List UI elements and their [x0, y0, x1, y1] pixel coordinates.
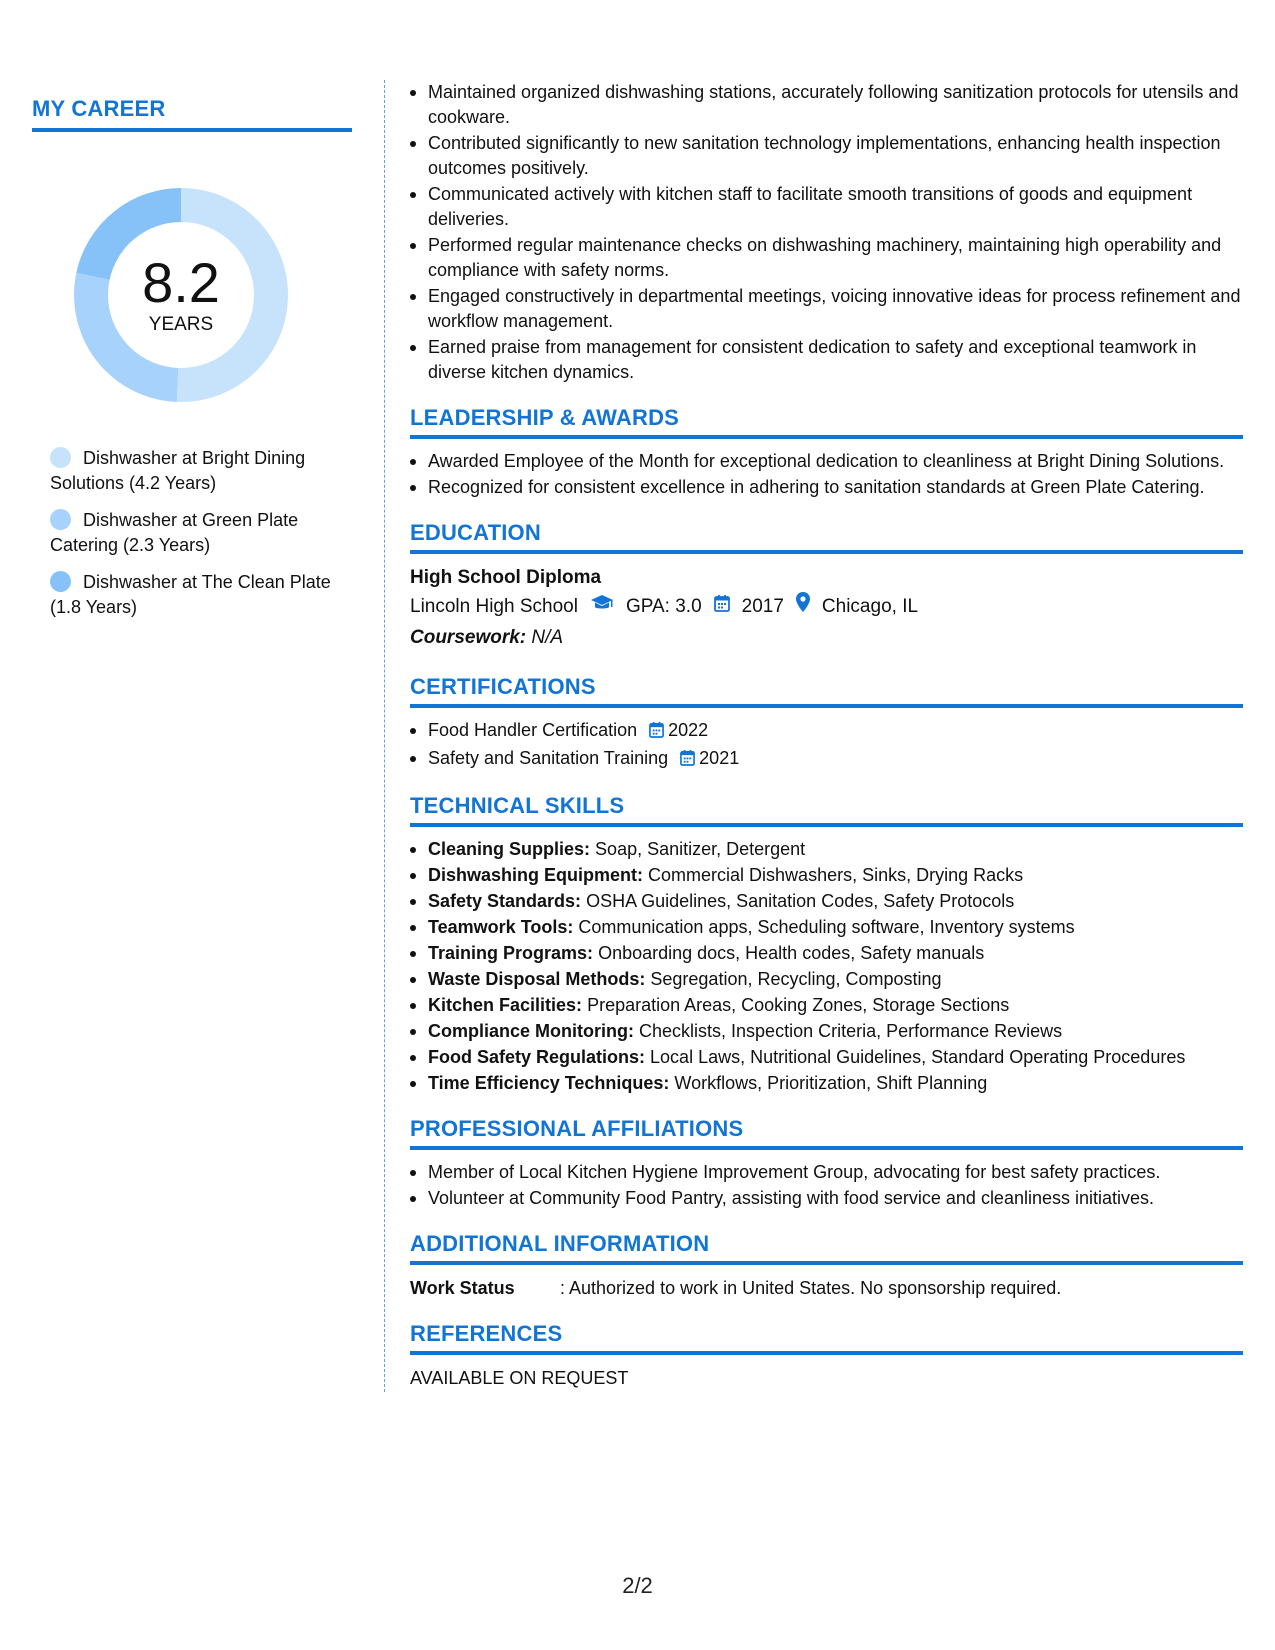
skill-value: Preparation Areas, Cooking Zones, Storage Sections — [587, 995, 1010, 1015]
calendar-icon — [649, 720, 664, 745]
skill-item — [410, 1019, 1243, 1044]
education-year: 2017 — [741, 596, 784, 617]
certification-name: Safety and Sanitation Training — [428, 748, 669, 768]
skill-name: Time Efficiency Techniques: — [428, 1073, 670, 1093]
experience-bullet: Performed regular maintenance checks on dishwashing machinery, maintaining high operability and compliance with safety norms. — [410, 233, 1243, 283]
additional-info-heading: ADDITIONAL INFORMATION — [410, 1231, 1243, 1265]
donut-center — [66, 180, 296, 410]
references-heading: REFERENCES — [410, 1321, 1243, 1355]
skill-name: Safety Standards: — [428, 891, 582, 911]
legend-label: Dishwasher at Bright Dining Solutions (4.2 Years) — [50, 448, 306, 493]
total-years-label: YEARS — [148, 314, 214, 335]
skill-value: Local Laws, Nutritional Guidelines, Standard Operating Procedures — [650, 1047, 1186, 1067]
career-legend — [50, 446, 340, 620]
skill-item — [410, 1045, 1243, 1070]
coursework-value: N/A — [531, 627, 564, 648]
column-divider — [384, 80, 385, 1392]
experience-bullet: Engaged constructively in departmental meetings, voicing innovative ideas for process refinement and workflow management. — [410, 284, 1243, 334]
coursework-label: Coursework: — [410, 627, 527, 648]
career-sidebar — [32, 96, 352, 632]
skill-value: Workflows, Prioritization, Shift Planning — [674, 1073, 988, 1093]
skill-item — [410, 915, 1243, 940]
skill-value: Checklists, Inspection Criteria, Performance Reviews — [639, 1021, 1063, 1041]
map-pin-icon — [796, 592, 810, 622]
skill-item — [410, 889, 1243, 914]
career-heading: MY CAREER — [32, 96, 352, 132]
experience-bullet: Maintained organized dishwashing stations, accurately following sanitization protocols for utensils and cookware. — [410, 80, 1243, 130]
experience-bullet: Earned praise from management for consistent dedication to safety and exceptional teamwork in diverse kitchen dynamics. — [410, 335, 1243, 385]
leadership-heading: LEADERSHIP & AWARDS — [410, 405, 1243, 439]
affiliation-item: Member of Local Kitchen Hygiene Improvement Group, advocating for best safety practices. — [410, 1160, 1243, 1185]
certification-item — [410, 746, 1243, 773]
skill-name: Training Programs: — [428, 943, 594, 963]
skill-name: Kitchen Facilities: — [428, 995, 583, 1015]
main-content — [410, 80, 1243, 1391]
total-years-value: 8.2 — [142, 251, 220, 314]
skill-name: Dishwashing Equipment: — [428, 865, 644, 885]
education-school: Lincoln High School — [410, 596, 578, 617]
certification-year: 2021 — [699, 748, 740, 768]
legend-dot — [50, 447, 71, 468]
skill-value: OSHA Guidelines, Sanitation Codes, Safety Protocols — [586, 891, 1015, 911]
skills-list — [410, 837, 1243, 1096]
page-number: 2/2 — [622, 1573, 653, 1598]
legend-dot — [50, 571, 71, 592]
leadership-list — [410, 449, 1243, 500]
skill-item — [410, 837, 1243, 862]
skill-item — [410, 941, 1243, 966]
affiliations-list — [410, 1160, 1243, 1211]
certification-year: 2022 — [668, 720, 709, 740]
skill-value: Soap, Sanitizer, Detergent — [595, 839, 806, 859]
leadership-item: Recognized for consistent excellence in adhering to sanitation standards at Green Plate Catering. — [410, 475, 1243, 500]
legend-item — [50, 508, 340, 558]
legend-label: Dishwasher at The Clean Plate (1.8 Years) — [50, 572, 331, 617]
skills-heading: TECHNICAL SKILLS — [410, 793, 1243, 827]
references-text: AVAILABLE ON REQUEST — [410, 1368, 629, 1388]
skill-item — [410, 1071, 1243, 1096]
legend-dot — [50, 509, 71, 530]
skill-value: Communication apps, Scheduling software, Inventory systems — [578, 917, 1075, 937]
career-donut-chart — [66, 180, 296, 410]
skill-item — [410, 967, 1243, 992]
skill-name: Food Safety Regulations: — [428, 1047, 646, 1067]
calendar-icon — [680, 748, 695, 773]
legend-item — [50, 446, 340, 496]
education-gpa: GPA: 3.0 — [625, 596, 702, 617]
leadership-item: Awarded Employee of the Month for exceptional dedication to cleanliness at Bright Dining Solutions. — [410, 449, 1243, 474]
skill-item — [410, 993, 1243, 1018]
experience-bullet: Communicated actively with kitchen staff to facilitate smooth transitions of goods and equipment deliveries. — [410, 182, 1243, 232]
skill-name: Waste Disposal Methods: — [428, 969, 646, 989]
certifications-list — [410, 718, 1243, 773]
work-status-label: Work Status — [410, 1278, 515, 1298]
certification-name: Food Handler Certification — [428, 720, 638, 740]
work-status-row — [410, 1275, 1243, 1301]
legend-label: Dishwasher at Green Plate Catering (2.3 Years) — [50, 510, 299, 555]
skill-name: Compliance Monitoring: — [428, 1021, 634, 1041]
education-details — [410, 592, 1243, 622]
calendar-icon — [714, 592, 730, 622]
affiliation-item: Volunteer at Community Food Pantry, assisting with food service and cleanliness initiatives. — [410, 1186, 1243, 1211]
skill-name: Teamwork Tools: — [428, 917, 574, 937]
education-heading: EDUCATION — [410, 520, 1243, 554]
skill-name: Cleaning Supplies: — [428, 839, 591, 859]
legend-item — [50, 570, 340, 620]
skill-value: Segregation, Recycling, Composting — [650, 969, 942, 989]
work-status-value: : Authorized to work in United States. No sponsorship required. — [560, 1278, 1062, 1298]
education-degree: High School Diploma — [410, 567, 602, 588]
graduation-cap-icon — [590, 592, 614, 622]
skill-value: Commercial Dishwashers, Sinks, Drying Racks — [648, 865, 1024, 885]
certification-item — [410, 718, 1243, 745]
skill-value: Onboarding docs, Health codes, Safety manuals — [598, 943, 985, 963]
education-location: Chicago, IL — [821, 596, 919, 617]
affiliations-heading: PROFESSIONAL AFFILIATIONS — [410, 1116, 1243, 1150]
certifications-heading: CERTIFICATIONS — [410, 674, 1243, 708]
skill-item — [410, 863, 1243, 888]
experience-list — [410, 80, 1243, 385]
education-coursework — [410, 622, 1243, 654]
experience-bullet: Contributed significantly to new sanitation technology implementations, enhancing health inspection outcomes positively. — [410, 131, 1243, 181]
